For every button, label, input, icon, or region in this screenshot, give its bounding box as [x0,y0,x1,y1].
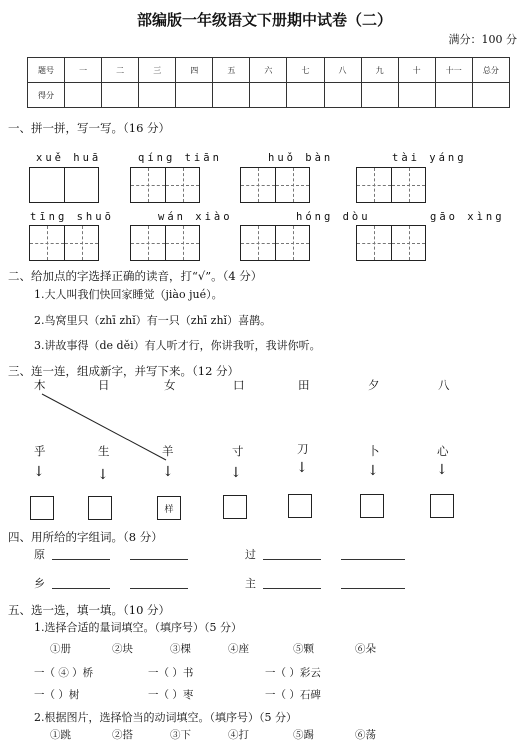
bottom-component[interactable]: 乎 [34,444,46,458]
word-char: 乡 [34,577,45,590]
section-1-heading: 一、拼一拼，写一写。（16 分） [8,121,171,135]
option: ④打 [228,729,249,741]
fill-blank[interactable]: 一（ ）枣 [148,689,194,701]
top-radical[interactable]: 女 [164,378,176,392]
fill-blank[interactable]: 一（ ）书 [148,667,194,679]
pinyin-label: huǒ bàn [268,152,334,164]
bottom-component[interactable]: 心 [437,444,449,458]
fill-blank[interactable]: 一（ ）树 [34,689,80,701]
pinyin-label: tài yáng [392,152,467,164]
option: ②块 [112,643,133,655]
score-header-cell: 题号 [28,58,65,83]
answer-line[interactable] [263,588,321,589]
score-header-cell: 总分 [472,58,509,83]
question-item: 2.鸟窝里只（zhī zhǐ）有一只（zhī zhǐ）喜鹊。 [34,314,272,327]
down-arrow-icon: ↓ [230,465,242,481]
full-score: 满分：100 分 [448,33,517,46]
option: ⑥朵 [355,643,376,655]
down-arrow-icon: ↓ [367,463,379,479]
section-4-heading: 四、用所给的字组词。（8 分） [8,530,163,544]
down-arrow-icon: ↓ [296,460,308,476]
score-header-cell: 八 [324,58,361,83]
fill-blank[interactable]: 一（ ④ ）桥 [34,667,94,679]
option: ⑤颗 [293,643,314,655]
section-2-heading: 二、给加点的字选择正确的读音，打“√”。（4 分） [8,269,263,283]
section-3-heading: 三、连一连，组成新字，并写下来。（12 分） [8,364,240,378]
pinyin-label: xuě huā [36,152,102,164]
top-radical[interactable]: 八 [438,378,450,392]
score-header-cell: 三 [139,58,176,83]
pinyin-label: tīng shuō [30,211,114,223]
bottom-component[interactable]: 卜 [368,444,380,458]
bottom-component[interactable]: 寸 [232,444,244,458]
answer-line[interactable] [130,559,188,560]
option: ③棵 [170,643,191,655]
score-header-cell: 四 [176,58,213,83]
bottom-component[interactable]: 羊 [162,444,174,458]
score-header-cell: 十 [398,58,435,83]
option: ⑤踢 [293,729,314,741]
question-item: 1.选择合适的量词填空。（填序号）（5 分） [34,621,242,634]
score-header-cell: 五 [213,58,250,83]
score-header-cell: 七 [287,58,324,83]
score-row-label: 得分 [28,83,65,108]
option: ①跳 [50,729,71,741]
question-item: 2.根据图片，选择恰当的动词填空。（填序号）（5 分） [34,711,297,724]
answer-line[interactable] [52,559,110,560]
pinyin-label: qíng tiān [138,152,222,164]
option: ①册 [50,643,71,655]
answer-line[interactable] [52,588,110,589]
top-radical[interactable]: 木 [34,378,46,392]
top-radical[interactable]: 日 [98,378,110,392]
bottom-component[interactable]: 刀 [297,442,309,456]
score-header-cell: 二 [102,58,139,83]
pinyin-label: wán xiào [158,211,233,223]
answer-line[interactable] [341,588,405,589]
down-arrow-icon: ↓ [97,467,109,483]
bottom-component[interactable]: 生 [98,444,110,458]
question-item: 1.大人叫我们快回家睡觉（jiào jué）。 [34,288,223,301]
answer-box[interactable] [223,495,247,519]
top-radical[interactable]: 田 [298,378,310,392]
top-radical[interactable]: 口 [233,378,245,392]
top-radical[interactable]: 夕 [368,378,380,392]
answer-box[interactable] [430,494,454,518]
score-header-cell: 十一 [435,58,472,83]
word-char: 主 [245,577,256,590]
word-char: 原 [34,548,45,561]
score-header-cell: 一 [65,58,102,83]
option: ②搭 [112,729,133,741]
answer-box[interactable] [30,496,54,520]
answer-line[interactable] [130,588,188,589]
word-char: 过 [245,548,256,561]
pinyin-label: hóng dòu [296,211,371,223]
score-header-cell: 六 [250,58,287,83]
pinyin-label: gāo xìng [430,211,505,223]
answer-box[interactable] [360,494,384,518]
fill-blank[interactable]: 一（ ）石碑 [265,689,321,701]
down-arrow-icon: ↓ [33,464,45,480]
option: ③下 [170,729,191,741]
question-item: 3.讲故事得（de děi）有人听才行，你讲我听，我讲你听。 [34,339,321,352]
option: ⑥荡 [355,729,376,741]
option: ④座 [228,643,249,655]
section-5-heading: 五、选一选，填一填。（10 分） [8,603,171,617]
fill-blank[interactable]: 一（ ）彩云 [265,667,321,679]
answer-box[interactable]: 样 [157,496,181,520]
down-arrow-icon: ↓ [436,462,448,478]
answer-box[interactable] [288,494,312,518]
answer-line[interactable] [341,559,405,560]
page-title: 部编版一年级语文下册期中试卷（二） [136,11,392,29]
answer-box[interactable] [88,496,112,520]
score-header-cell: 九 [361,58,398,83]
answer-line[interactable] [263,559,321,560]
down-arrow-icon: ↓ [162,464,174,480]
